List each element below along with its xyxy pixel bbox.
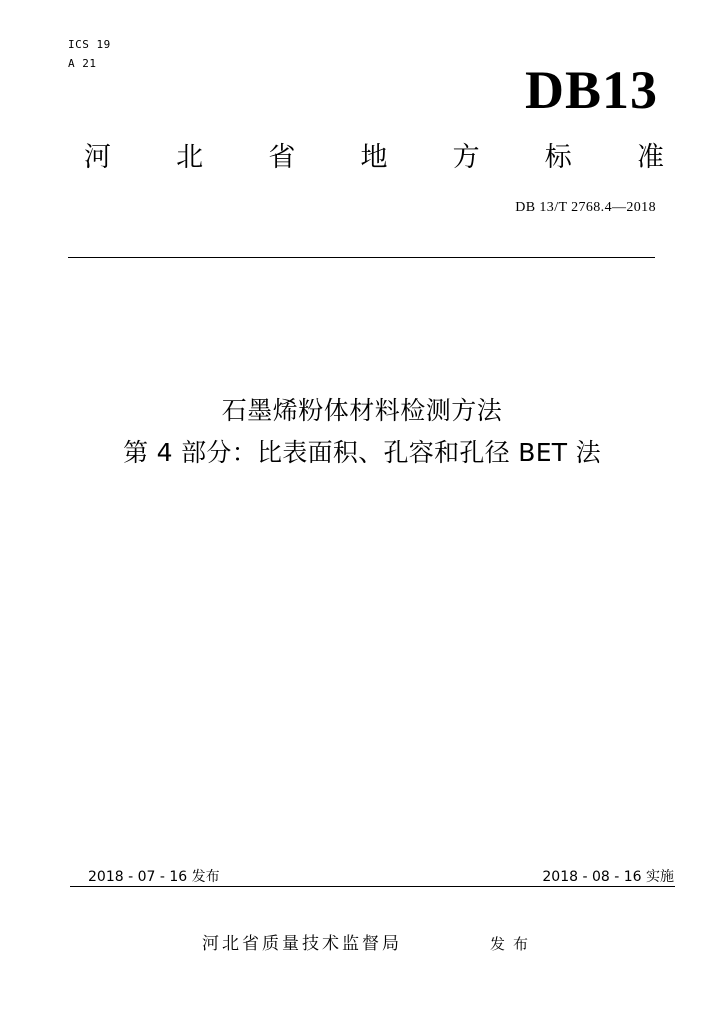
issue-label: 发布 <box>490 935 537 953</box>
standard-type-char: 准 <box>636 142 664 173</box>
issue-date: 2018 - 07 - 16 发布 <box>88 869 220 885</box>
ccs-code: A 21 <box>68 57 97 70</box>
standard-type-char: 地 <box>360 142 388 173</box>
standard-type-char: 省 <box>268 142 296 173</box>
standard-type-char: 标 <box>544 142 572 173</box>
document-title: 石墨烯粉体材料检测方法 <box>221 396 503 425</box>
standard-type-char: 北 <box>176 142 204 173</box>
standard-type-char: 方 <box>452 142 480 173</box>
db-mark: DB13 <box>524 60 658 120</box>
standard-type-char: 河 <box>84 142 111 173</box>
footer-divider <box>70 886 675 887</box>
implementation-date: 2018 - 08 - 16 实施 <box>542 869 674 885</box>
document-subtitle: 第 4 部分：比表面积、孔容和孔径 BET 法 <box>123 438 601 467</box>
header-divider <box>68 257 655 258</box>
ics-code: ICS 19 <box>68 38 111 51</box>
issuing-authority: 河北省质量技术监督局 <box>202 934 402 954</box>
standard-type <box>84 141 664 175</box>
standard-number: DB 13/T 2768.4—2018 <box>515 200 656 215</box>
